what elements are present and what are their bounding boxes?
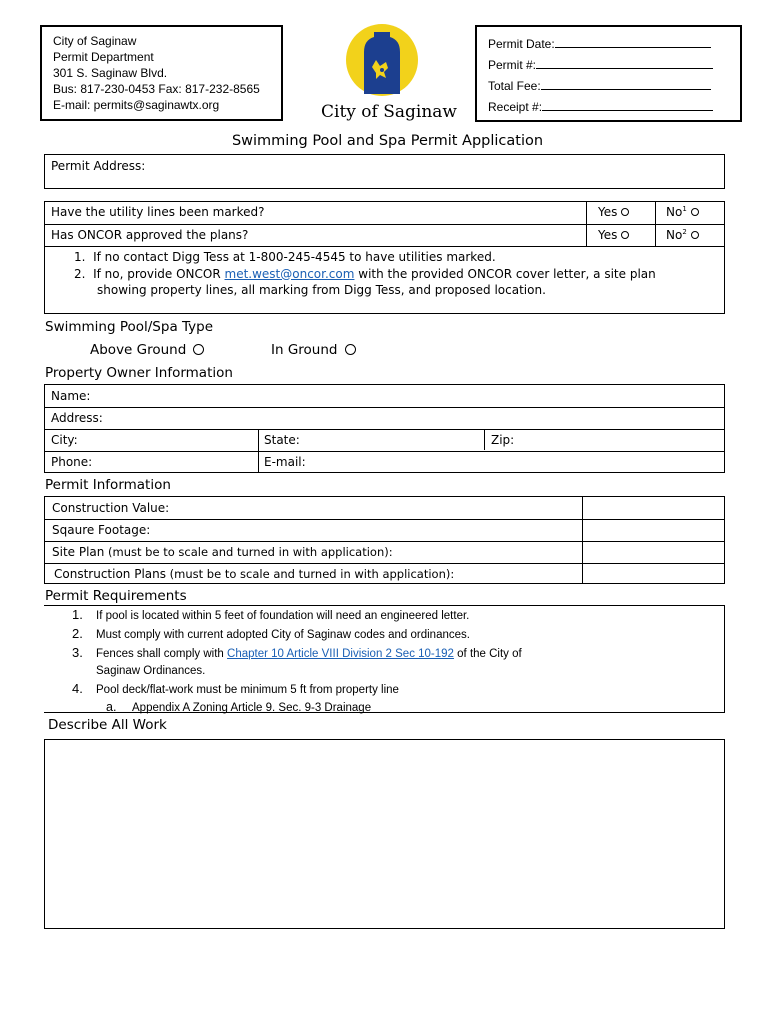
- requirements-list: [72, 606, 522, 717]
- radio-icon: [691, 231, 699, 239]
- permit-date-field[interactable]: Permit Date:: [488, 34, 740, 55]
- owner-email-label: E-mail:: [264, 455, 306, 469]
- owner-heading: Property Owner Information: [45, 365, 233, 381]
- utility-notes: 1. If no contact Digg Tess at 1-800-245-4545 to have utilities marked. 2. If no, provide ONCOR met.west@oncor.com with the provided ONCOR cover letter, a site plan showing property lines, all marking from Digg Tess, and proposed location.: [74, 250, 656, 297]
- contact-line: 301 S. Saginaw Blvd.: [53, 66, 168, 80]
- permit-address-field[interactable]: [44, 154, 725, 189]
- oncor-email-link[interactable]: met.west@oncor.com: [224, 266, 355, 281]
- square-footage-label: Sqaure Footage:: [52, 523, 151, 537]
- utility-question-2: Has ONCOR approved the plans?: [51, 228, 249, 242]
- requirement-subitem: a. Appendix A Zoning Article 9. Sec. 9-3 Drainage: [106, 700, 372, 714]
- pool-type-heading: Swimming Pool/Spa Type: [45, 319, 214, 335]
- requirement-item: 2. Must comply with current adopted City of Saginaw codes and ordinances.: [72, 626, 470, 641]
- contact-box: [40, 25, 283, 121]
- permit-address-label: Permit Address:: [51, 159, 146, 173]
- permit-number-field[interactable]: Permit #:: [488, 55, 740, 76]
- permit-info-heading: Permit Information: [45, 477, 171, 493]
- radio-icon: [621, 231, 629, 239]
- in-ground-option[interactable]: In Ground: [271, 342, 356, 358]
- construction-value-label: Construction Value:: [52, 501, 170, 515]
- owner-state-label: State:: [264, 433, 300, 447]
- utility-q1-no[interactable]: No$^1$: [666, 205, 699, 219]
- utility-table: [44, 201, 725, 314]
- above-ground-option[interactable]: Above Ground: [90, 342, 204, 358]
- city-seal-icon: [330, 22, 450, 102]
- site-plan-label: Site Plan (must be to scale and turned in with application):: [52, 545, 393, 559]
- ordinance-link[interactable]: Chapter 10 Article VIII Division 2 Sec 10-192: [227, 648, 454, 660]
- requirements-heading: Permit Requirements: [45, 588, 187, 604]
- requirement-item: 3. Fences shall comply with Chapter 10 Article VIII Division 2 Sec 10-192 of the City of: [72, 645, 522, 660]
- utility-q2-yes[interactable]: Yes: [598, 228, 629, 242]
- construction-plans-label: Construction Plans (must be to scale and turned in with application):: [54, 567, 455, 581]
- describe-work-textarea[interactable]: [44, 739, 725, 929]
- logo-text: City of Saginaw: [321, 102, 457, 122]
- requirement-item-continued: Saginaw Ordinances.: [96, 665, 206, 677]
- owner-address-label: Address:: [51, 411, 103, 425]
- radio-icon: [691, 208, 699, 216]
- owner-zip-label: Zip:: [491, 433, 515, 447]
- office-use-box: [475, 25, 742, 122]
- contact-line: Bus: 817-230-0453 Fax: 817-232-8565: [53, 82, 260, 96]
- utility-q1-yes[interactable]: Yes: [598, 205, 629, 219]
- owner-name-label: Name:: [51, 389, 91, 403]
- requirement-item: 4. Pool deck/flat-work must be minimum 5 ft from property line: [72, 681, 399, 696]
- radio-icon: [621, 208, 629, 216]
- radio-icon: [193, 344, 204, 355]
- owner-table: [44, 384, 725, 473]
- permit-info-table: [44, 496, 725, 584]
- receipt-number-field[interactable]: Receipt #:: [488, 97, 740, 118]
- contact-line: E-mail: permits@saginawtx.org: [53, 98, 220, 112]
- contact-line: Permit Department: [53, 50, 154, 64]
- total-fee-field[interactable]: Total Fee:: [488, 76, 740, 97]
- contact-line: City of Saginaw: [53, 34, 137, 48]
- radio-icon: [345, 344, 356, 355]
- requirement-item: 1. If pool is located within 5 feet of foundation will need an engineered letter.: [72, 607, 470, 622]
- city-logo: [321, 22, 457, 122]
- page-title: Swimming Pool and Spa Permit Application: [231, 133, 544, 149]
- owner-phone-label: Phone:: [51, 455, 93, 469]
- describe-heading: Describe All Work: [48, 717, 167, 733]
- utility-q2-no[interactable]: No$^2$: [666, 228, 699, 242]
- utility-question-1: Have the utility lines been marked?: [51, 205, 265, 219]
- owner-city-label: City:: [51, 433, 78, 447]
